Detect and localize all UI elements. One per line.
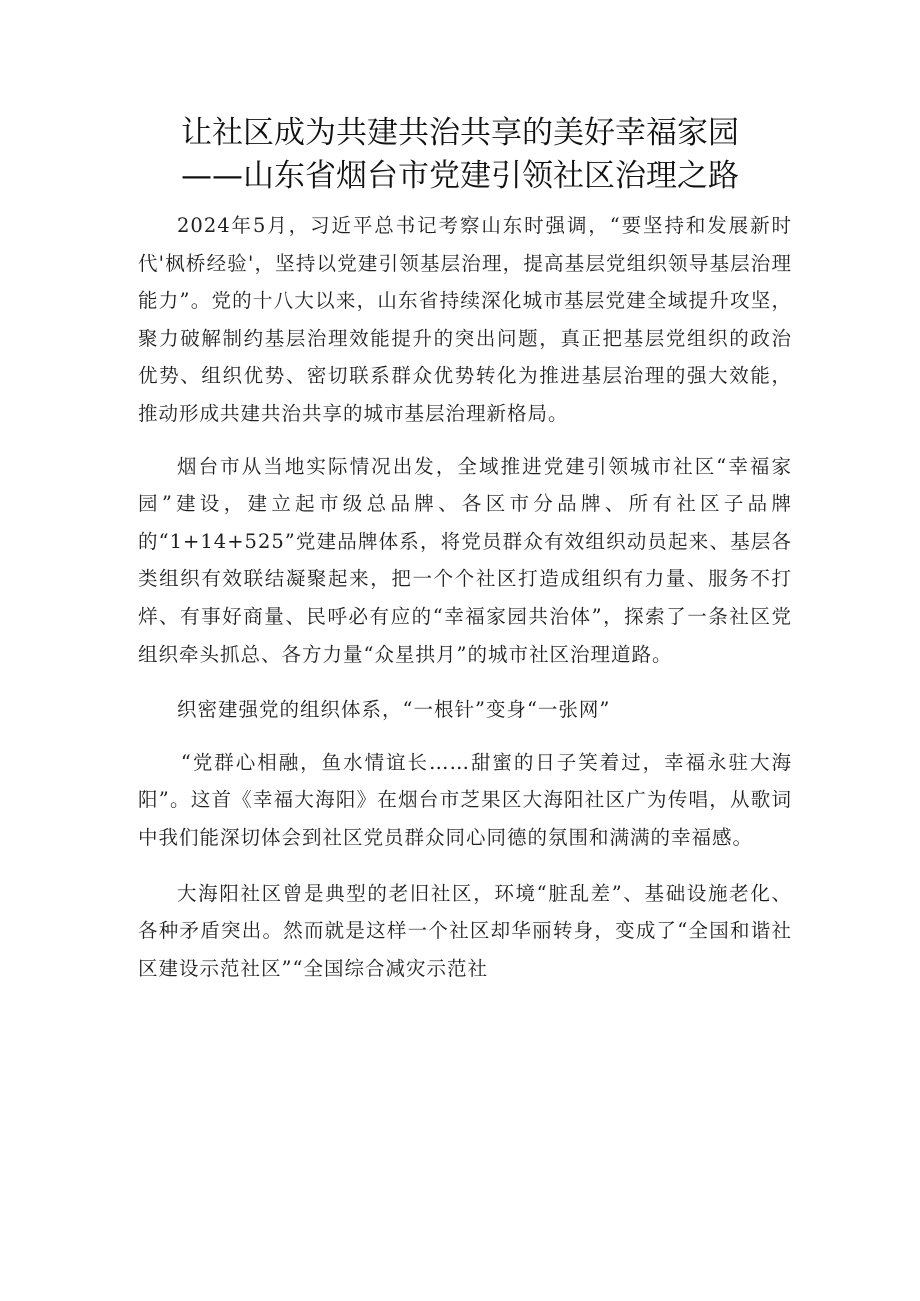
paragraph-1: 2024年5月，习近平总书记考察山东时强调，“要坚持和发展新时代'枫桥经验'，坚持以党建引领基层治理，提高基层党组织领导基层治理能力”。党的十八大以来，山东省持续深化城市基层党建全域提升攻坚，聚力破解制约基层治理效能提升的突出问题，真正把基层党组织的政治优势、组织优势、密切联系群众优势转化为推进基层治理的强大效能，推动形成共建共治共享的城市基层治理新格局。 xyxy=(138,214,792,425)
title-line-main: 让社区成为共建共治共享的美好幸福家园 xyxy=(181,115,739,151)
document-title xyxy=(0,112,920,198)
paragraph-2: 烟台市从当地实际情况出发，全域推进党建引领城市社区“幸福家园”建设，建立起市级总品牌、各区市分品牌、所有社区子品牌的“1+14+525”党建品牌体系，将党员群众有效组织动员起来、基层各类组织有效联结凝聚起来，把一个个社区打造成组织有力量、服务不打烊、有事好商量、民呼必有应的“幸福家园共治体”，探索了一条社区党组织牵头抓总、各方力量“众星拱月”的城市社区治理道路。 xyxy=(138,454,792,666)
section-heading: 织密建强党的组织体系，“一根针”变身“一张网” xyxy=(177,698,611,722)
paragraph-4: 大海阳社区曾是典型的老旧社区，环境“脏乱差”、基础设施老化、各种矛盾突出。然而就是这样一个社区却华丽转身，变成了“全国和谐社区建设示范社区”“全国综合减灾示范社 xyxy=(138,881,792,980)
document-body xyxy=(138,207,792,987)
paragraph-3: “党群心相融，鱼水情谊长……甜蜜的日子笑着过，幸福永驻大海阳”。这首《幸福大海阳》在烟台市芝果区大海阳社区广为传唱，从歌词中我们能深切体会到社区党员群众同心同德的氛围和满满的幸福感。 xyxy=(138,750,792,849)
title-line-subtitle: ——山东省烟台市党建引领社区治理之路 xyxy=(181,158,739,194)
